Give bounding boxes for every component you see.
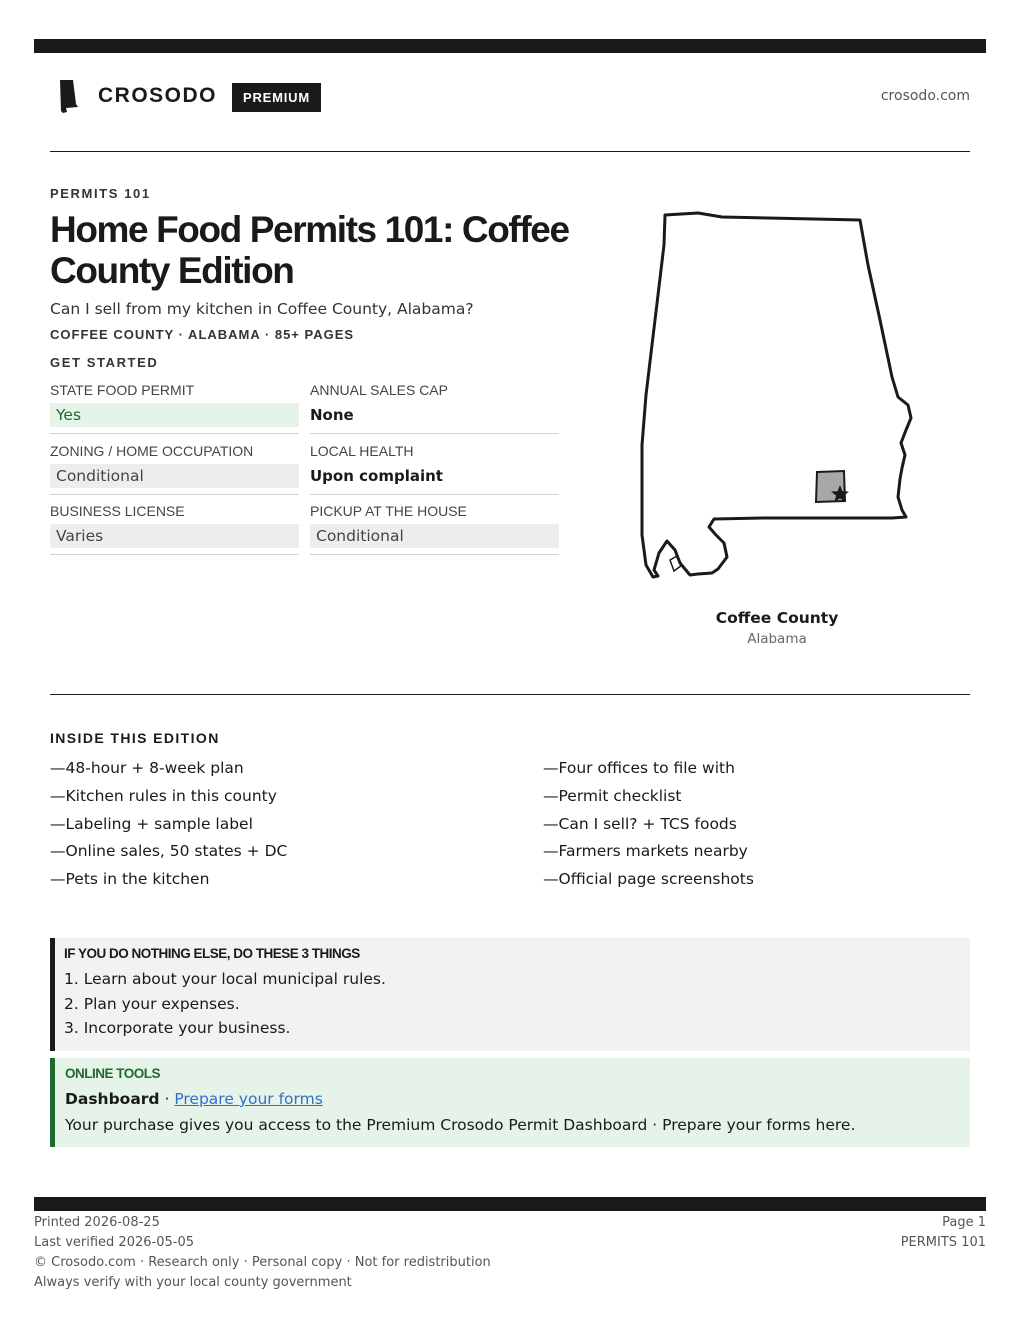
online-tools-box xyxy=(50,1058,970,1147)
toc-right-column xyxy=(543,758,754,897)
map-county-name: Coffee County xyxy=(715,609,839,627)
fact-local-health xyxy=(310,443,559,495)
fact-value: Conditional xyxy=(310,524,559,548)
three-things-item: 2. Plan your expenses. xyxy=(64,994,240,1013)
fact-label: ANNUAL SALES CAP xyxy=(310,382,448,398)
fact-label: BUSINESS LICENSE xyxy=(50,503,185,519)
premium-badge: PREMIUM xyxy=(232,83,321,112)
dashboard-label: Dashboard xyxy=(65,1090,160,1108)
fact-value: Conditional xyxy=(50,464,299,488)
inside-heading: INSIDE THIS EDITION xyxy=(50,730,220,746)
footer-left xyxy=(34,1213,491,1293)
state-map xyxy=(630,205,930,590)
bottom-bar xyxy=(34,1197,986,1211)
three-things-title: IF YOU DO NOTHING ELSE, DO THESE 3 THINGS xyxy=(64,946,360,961)
fact-value: Yes xyxy=(50,403,299,427)
toc-item[interactable]: —Farmers markets nearby xyxy=(543,842,748,861)
online-tools-title: ONLINE TOOLS xyxy=(65,1066,161,1081)
toc-item[interactable]: —Can I sell? + TCS foods xyxy=(543,814,737,833)
kicker: PERMITS 101 xyxy=(50,186,151,201)
toc-item[interactable]: —Online sales, 50 states + DC xyxy=(50,842,288,861)
footer-section: PERMITS 101 xyxy=(900,1235,986,1250)
three-things-item: 3. Incorporate your business. xyxy=(64,1019,291,1037)
fact-label: STATE FOOD PERMIT xyxy=(50,382,195,398)
fact-value: None xyxy=(310,406,354,424)
site-url[interactable]: crosodo.com xyxy=(880,88,970,104)
printed-date: Printed 2026-08-25 xyxy=(34,1215,160,1230)
section-divider xyxy=(50,694,970,695)
map-state-name: Alabama xyxy=(747,631,807,647)
fact-zoning xyxy=(50,443,299,495)
fact-value: Varies xyxy=(50,524,299,548)
state-border xyxy=(642,213,911,577)
fact-annual-sales-cap xyxy=(310,382,559,434)
page-number: Page 1 xyxy=(942,1215,986,1230)
header-divider xyxy=(50,151,970,152)
fact-state-food-permit xyxy=(50,382,299,434)
three-things-box xyxy=(50,938,970,1051)
brand-name[interactable]: CROSODO xyxy=(98,84,218,107)
subtitle: Can I sell from my kitchen in Coffee County, Alabama? xyxy=(50,300,474,318)
disclaimer: Always verify with your local county government xyxy=(34,1275,352,1290)
alabama-outline xyxy=(630,205,930,590)
top-bar xyxy=(34,39,986,53)
get-started-heading: GET STARTED xyxy=(50,355,159,370)
three-things-item: 1. Learn about your local municipal rules. xyxy=(64,970,386,988)
separator: · xyxy=(159,1090,175,1108)
copyright: © Crosodo.com · Research only · Personal copy · Not for redistribution xyxy=(34,1255,491,1270)
verified-date: Last verified 2026-05-05 xyxy=(34,1235,194,1250)
footer-right xyxy=(901,1213,986,1253)
alabama-logo-icon xyxy=(58,80,80,114)
fact-business-license xyxy=(50,503,299,555)
toc-item[interactable]: —48-hour + 8-week plan xyxy=(50,759,244,777)
toc-item[interactable]: —Labeling + sample label xyxy=(50,814,253,833)
fact-label: ZONING / HOME OCCUPATION xyxy=(50,443,254,459)
toc-item[interactable]: —Permit checklist xyxy=(543,786,682,805)
toc-item[interactable]: —Four offices to file with xyxy=(543,759,735,777)
edition-meta: COFFEE COUNTY · ALABAMA · 85+ PAGES xyxy=(50,327,355,342)
online-tools-description: Your purchase gives you access to the Premium Crosodo Permit Dashboard · Prepare your forms here. xyxy=(65,1116,856,1134)
fact-pickup xyxy=(310,503,559,555)
header xyxy=(50,78,970,118)
toc-left-column xyxy=(50,758,287,897)
online-tools-links xyxy=(65,1087,970,1111)
fact-label: PICKUP AT THE HOUSE xyxy=(310,503,467,519)
fact-label: LOCAL HEALTH xyxy=(310,443,414,459)
toc-item[interactable]: —Pets in the kitchen xyxy=(50,870,210,889)
page-title: Home Food Permits 101: Coffee County Edition xyxy=(50,209,569,291)
fact-value: Upon complaint xyxy=(310,467,443,485)
prepare-forms-link[interactable]: Prepare your forms xyxy=(174,1090,323,1108)
toc-item[interactable]: —Official page screenshots xyxy=(543,870,754,889)
toc-item[interactable]: —Kitchen rules in this county xyxy=(50,786,277,805)
